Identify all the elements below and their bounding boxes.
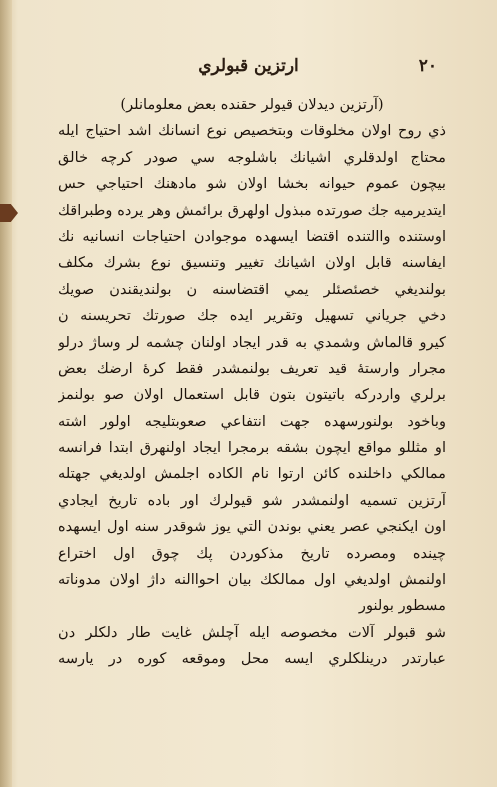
text-line: اوستنده واالتنده اقتضا ايسهده موجوادن احتياجات انسانيه نك: [58, 227, 446, 245]
text-line: محتاج اولدقلري اشيانك باشلوجه سي صودر كرچه خالق: [58, 148, 446, 166]
text-line: او مثللو مواقع ايچون بشقه برمجرا ايجاد اولنهرق ابتدا فرانسه: [58, 439, 446, 457]
section-heading: (آرتزين ديدلان قيولر حقنده بعض معلومانلر): [120, 96, 384, 113]
text-block: [58, 92, 446, 673]
page-gutter: [0, 0, 12, 787]
text-line: آرتزين تسميه اولنمشدر شو قيولرك اور باده تاريخ ايجادي: [58, 491, 446, 509]
text-line: ذي روح اولان مخلوقات وبتخصيص نوع انسانك اشد احتياج ايله: [58, 122, 446, 140]
running-title: ارتزين قبولري: [198, 56, 299, 76]
text-line: كيرو قالماش وشمدي به قدر ايجاد اولنان چشمه لر وساژ درلو: [58, 333, 446, 351]
text-line: اولنمش اولديغي اول ممالكك بيان احواالنه داژ اولان مدوناته: [58, 571, 446, 589]
text-line: دخي جرياني تسهيل وتقرير ايده جك صورتك تحريسنه ن: [58, 307, 446, 325]
text-line: چينده ومصرده تاريخ مذكوردن پك چوق اول اختراع: [58, 544, 446, 562]
text-line: ايفاسنه قابل اولان اشيانك تغيير وتنسيق نوع بشرك مكلف: [58, 254, 446, 272]
text-line: عبارتدر درينلكلري ايسه محل وموقعه كوره در يارسه: [58, 650, 446, 668]
text-line: بيچون عموم حيوانه بخشا اولان شو مادهنك احتياجي حس: [58, 175, 446, 193]
bookmark-ribbon-icon: [0, 204, 18, 222]
text-line: وباخود بولنورسهده جهت انتفاعي صعوبتليجه اولور اشته: [58, 412, 446, 430]
text-line: برلري واردركه باتيتون بتون قابل استعمال اولان صو بولنمز: [58, 386, 446, 404]
text-line: بولنديغي خصئصئلر يمي اقتضاسنه ن بولنديقندن صويك: [58, 280, 446, 298]
page-number: ٢٠: [418, 56, 437, 76]
text-line: مجرار وارستهٔ قيد تعريف بولنمشدر فقط كرهٔ ارضك بعض: [58, 359, 446, 377]
text-line: اون ايكنجي عصر يعني بوندن التي يوز شوقدر سنه اول ايسهده: [58, 518, 446, 536]
text-line-paragraph-end: مسطور بولنور: [358, 597, 446, 615]
text-line: ايتديرميه جك صورتده مبذول اولهرق برائمش وهر يرده وطبراقك: [58, 201, 446, 219]
text-line: ممالكي داخلنده كائن ارتوا نام الكاده اجلمش اولديغي جهتله: [58, 465, 446, 483]
text-line: شو قبولر آلات مخصوصه ايله آچلش غايت طار دلكلر دن: [58, 623, 446, 641]
running-header: [60, 56, 437, 86]
